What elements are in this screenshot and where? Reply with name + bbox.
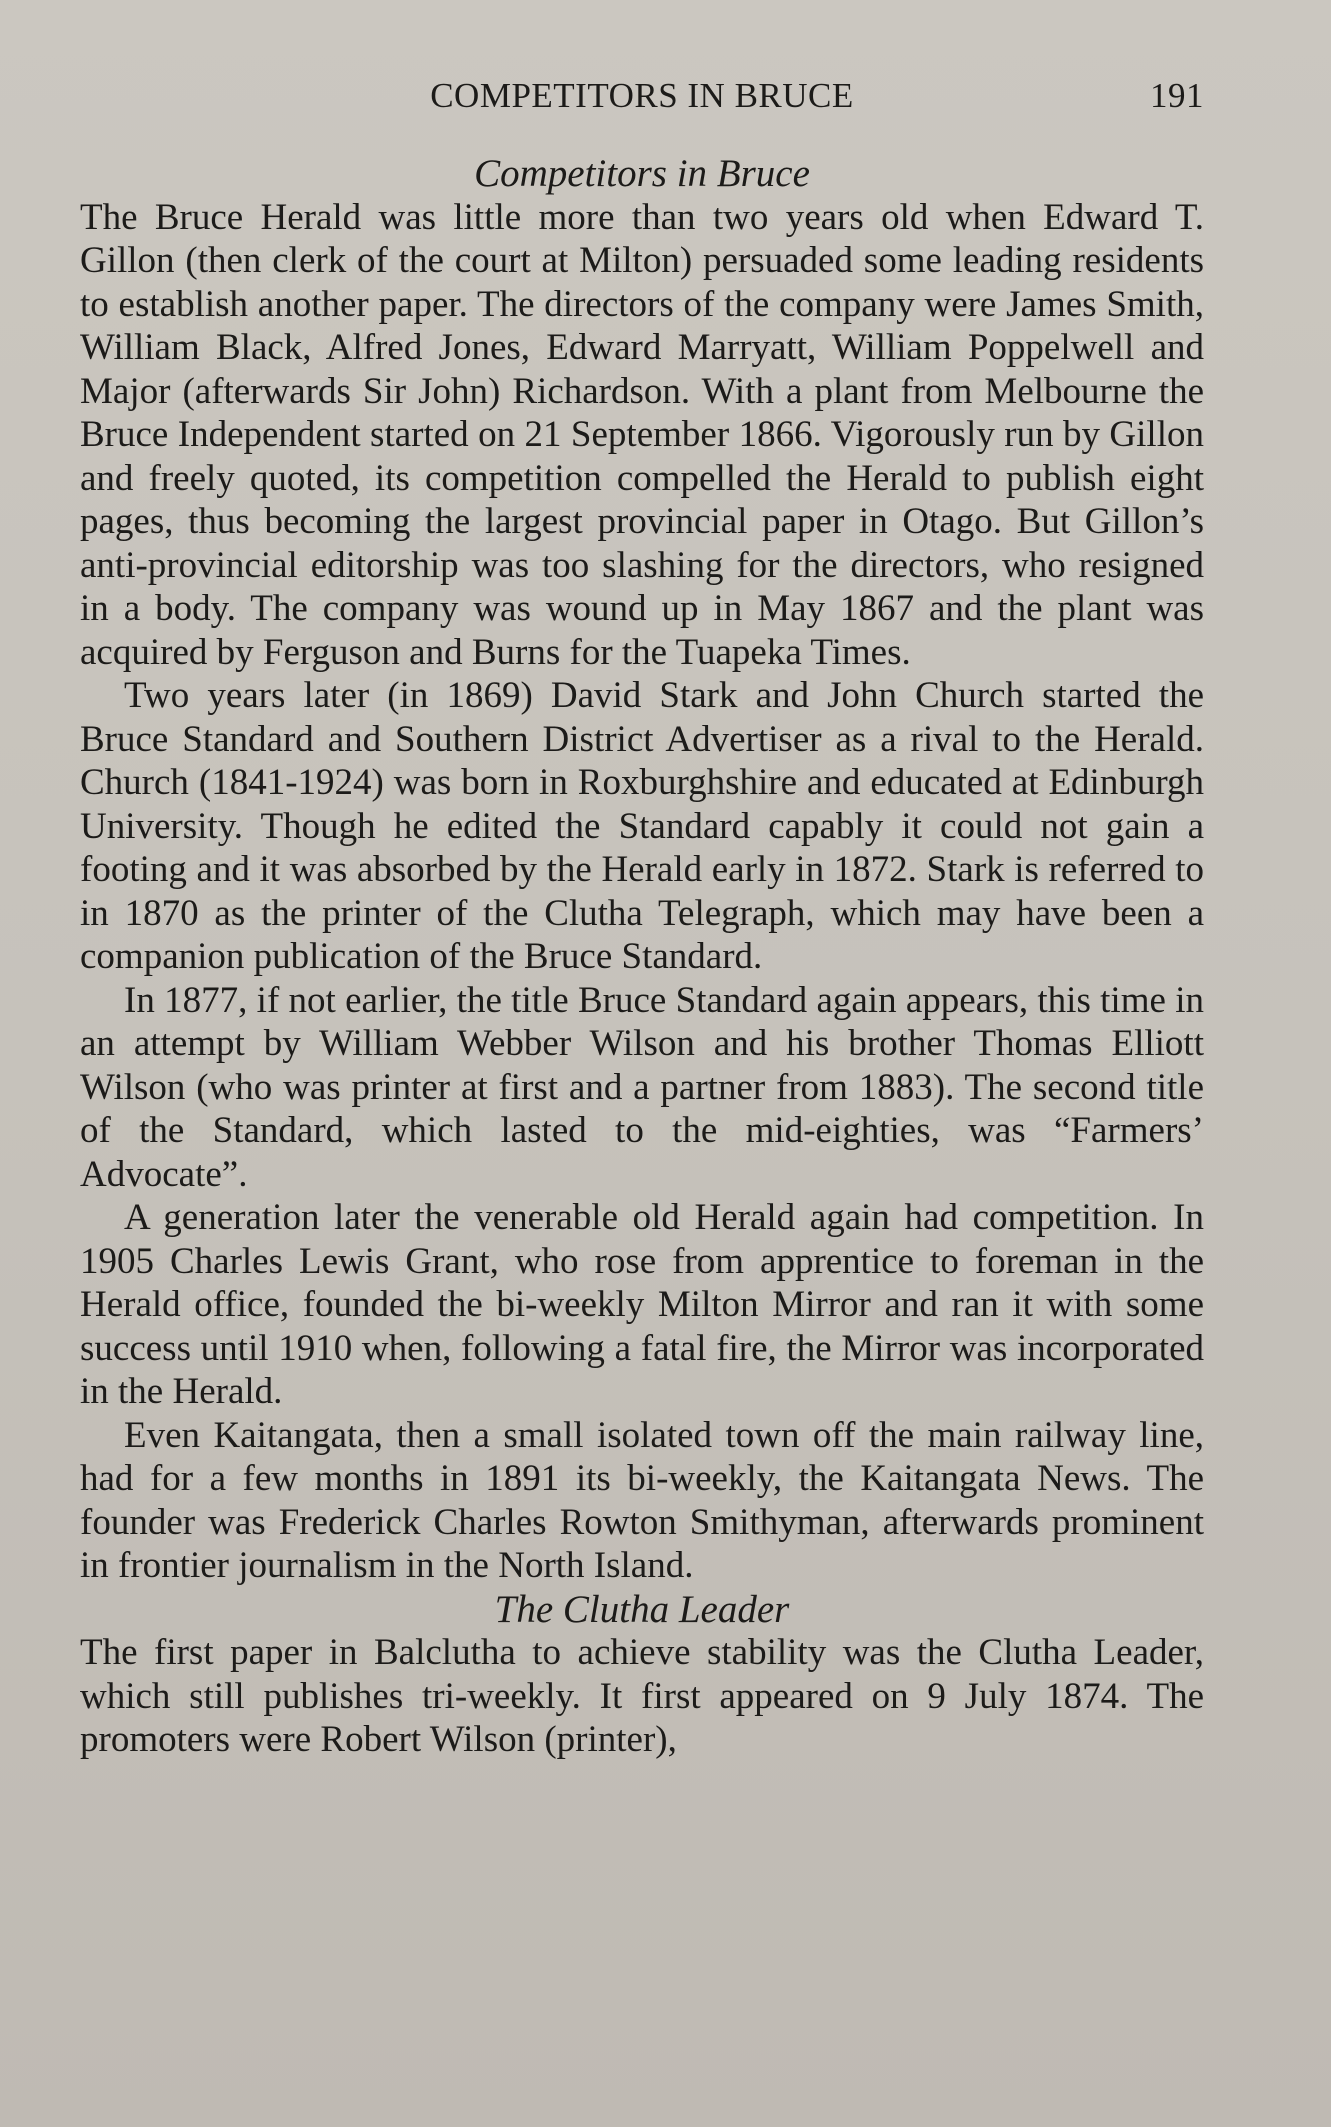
paragraph: Two years later (in 1869) David Stark and John Church started the Bruce Standard and Southern District Advertiser as a rival to the Herald. Church (1841-1924) was born in Roxburghshire and educated at Edinburgh University. Though he edited the Standard capably it could not gain a footing and it was absorbed by the Herald early in 1872. Stark is referred to in 1870 as the printer of the Clutha Telegraph, which may have been a companion publication of the Bruce Standard. (80, 675, 1204, 977)
paragraph: In 1877, if not earlier, the title Bruce Standard again appears, this time in an attempt by William Webber Wilson and his brother Thomas Elliott Wilson (who was printer at first and a partner from 1883). The second title of the Standard, which lasted to the mid-eighties, was “Farmers’ Advocate”. (80, 979, 1204, 1195)
running-head-title: COMPETITORS IN BRUCE (430, 76, 854, 115)
section-title-clutha-leader: The Clutha Leader (494, 1587, 790, 1631)
section-title-competitors-in-bruce: Competitors in Bruce (474, 152, 810, 195)
paragraph: The first paper in Balclutha to achieve stability was the Clutha Leader, which still publishes tri-weekly. It first appeared on 9 July 1874. The promoters were Robert Wilson (printer), (80, 1632, 1204, 1760)
paragraph: The Bruce Herald was little more than two years old when Edward T. Gillon (then clerk of the court at Milton) persuaded some leading residents to establish another paper. The directors of the company were James Smith, William Black, Alfred Jones, Edward Marryatt, William Poppelwell and Major (afterwards Sir John) Richardson. With a plant from Melbourne the Bruce Independent started on 21 September 1866. Vigorously run by Gillon and freely quoted, its competition compelled the Herald to publish eight pages, thus becoming the largest provincial paper in Otago. But Gillon’s anti-provincial editorship was too slashing for the directors, who resigned in a body. The company was wound up in May 1867 and the plant was acquired by Ferguson and Burns for the Tuapeka Times. (80, 196, 1204, 673)
paragraph: Even Kaitangata, then a small isolated town off the main railway line, had for a few months in 1891 its bi-weekly, the Kaitangata News. The founder was Frederick Charles Rowton Smithyman, afterwards prominent in frontier journalism in the North Island. (80, 1414, 1204, 1586)
page-number: 191 (1150, 76, 1204, 115)
paragraph: A generation later the venerable old Herald again had competition. In 1905 Charles Lewis Grant, who rose from apprentice to foreman in the Herald office, founded the bi-weekly Milton Mirror and ran it with some success until 1910 when, following a fatal fire, the Mirror was incorporated in the Herald. (80, 1197, 1204, 1412)
running-head (80, 76, 1204, 120)
body-text (80, 152, 1204, 1762)
